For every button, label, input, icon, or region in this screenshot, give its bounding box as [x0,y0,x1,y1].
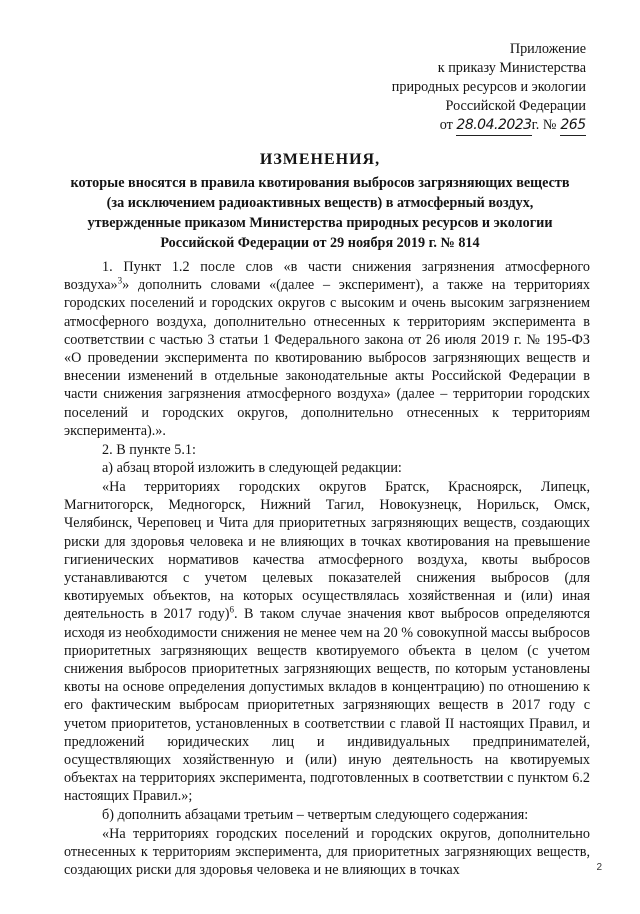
document-body [64,258,590,879]
appendix-header [392,40,586,136]
appendix-date-line [392,116,586,136]
footnote-ref: 6 [229,604,235,615]
paragraph-text: 1. Пункт 1.2 после слов «в части снижения загрязнения атмосферного воздуха» [64,259,590,294]
appendix-line: к приказу Министерства [437,60,586,76]
title-line: (за исключением радиоактивных веществ) в атмосферный воздух, [106,195,534,211]
page-number: 2 [596,862,602,873]
appendix-line: Российской Федерации [445,98,586,114]
paragraph-text: . В таком случае значения квот выбросов определяются исходя из необходимости снижения не менее чем на 20 % совокупной массы выбросов приоритетных загрязняющих веществ квотируемого объекта в целом (с учетом снижения выбросов приоритетных загрязняющих веществ, по которым установлены квоты на основе определения допустимых вкладов в концентрацию) по отношению к его фактическим выбросам приоритетных загрязняющих веществ в 2017 году с учетом приоритетов, установленных в соответствии с главой II настоящих Правил, и предложений юридических лиц и индивидуальных предпринимателей, осуществляющих хозяйственную и (или) иную деятельность на квотируемых объектах на территориях эксперимента, подготовленных в соответствии с пунктом 6.2 настоящих Правил.»; [64,606,590,805]
paragraph-6: «На территориях городских поселений и городских округов, дополнительно отнесенных к территориям эксперимента, для приоритетных загрязняющих веществ, создающих риски для здоровья человека и не влияющих в точках [64,825,590,879]
paragraph-1 [64,258,590,440]
title-line: утвержденные приказом Министерства природных ресурсов и экологии [87,215,553,231]
paragraph-text: » дополнить словами «(далее – эксперимент), а также на территориях городских поселений и городских округов с высоким и очень высоким загрязнением атмосферного воздуха, дополнительно отнесенных к территориям эксперимента в соответствии с частью 3 статьи 1 Федерального закона от 26 июля 2019 г. № 195-ФЗ «О проведении эксперимента по квотированию выбросов загрязняющих веществ и внесении изменений в отдельные законодательные акты Российской Федерации в части снижения загрязнения атмосферного воздуха» (далее – территории городских поселений и городских округов, дополнительно отнесенных к территориям эксперимента).». [64,277,590,439]
footnote-ref: 3 [117,275,123,286]
title-line: Российской Федерации от 29 ноября 2019 г. № 814 [160,235,480,251]
date-prefix: от [439,117,453,133]
handwritten-date: 28.04.2023 [456,116,531,136]
paragraph-3: а) абзац второй изложить в следующей редакции: [102,460,402,477]
appendix-line: природных ресурсов и экологии [391,79,586,95]
handwritten-number: 265 [560,116,586,136]
title-main: ИЗМЕНЕНИЯ, [259,151,381,168]
number-label: г. № [531,117,557,133]
paragraph-2: 2. В пункте 5.1: [102,441,196,458]
paragraph-text: «На территориях городских округов Братск, Красноярск, Липецк, Магнитогорск, Медногорск, Нижний Тагил, Новокузнецк, Норильск, Омск, Челябинск, Череповец и Чита для приоритетных загрязняющих веществ, создающих риски для здоровья человека и не влияющих в точках квотирования на превышение гигиенических нормативов качества атмосферного воздуха, квоты выбросов устанавливаются с учетом целевых показателей снижения выбросов (для квотируемых объектов, на которых осуществлялась хозяйственная и (или) иная деятельность в 2017 году) [64,478,590,623]
appendix-line: Приложение [509,41,586,57]
paragraph-4 [64,478,590,806]
paragraph-5: б) дополнить абзацами третьим – четвертым следующего содержания: [102,807,529,824]
title-line: которые вносятся в правила квотирования выбросов загрязняющих веществ [70,175,570,191]
document-title [40,150,600,253]
